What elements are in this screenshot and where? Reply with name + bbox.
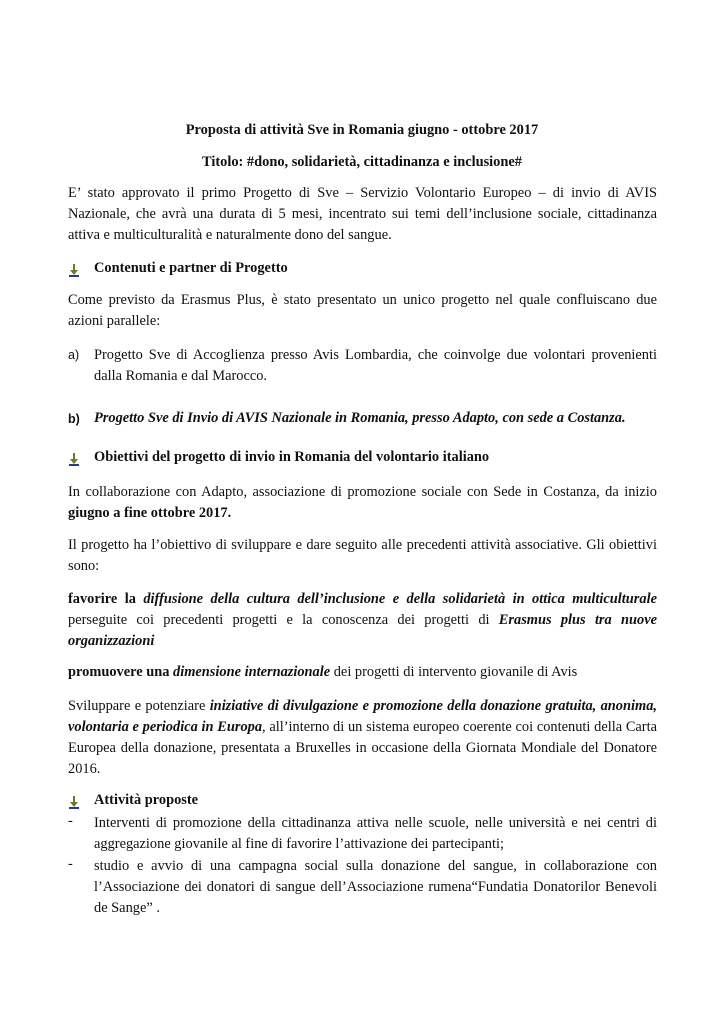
- arrow-down-bullet-icon: [68, 453, 80, 467]
- period-highlight: giugno a fine ottobre 2017.: [68, 505, 232, 521]
- arrow-down-bullet-icon: [68, 796, 80, 810]
- text-run: In collaborazione con Adapto, associazione di promozione sociale con Sede in Costanza, da inizio: [68, 484, 657, 500]
- list-marker: -: [68, 856, 73, 872]
- objective-intro-paragraph: Il progetto ha l’obiettivo di sviluppare e dare seguito alle precedenti attività associative. Gli obiettivi sono:: [68, 537, 657, 574]
- section1-paragraph: Come previsto da Erasmus Plus, è stato presentato un unico progetto nel quale confluiscano due azioni parallele:: [68, 292, 657, 329]
- objective-paragraph-2: [68, 662, 657, 683]
- section-heading-attivita: Attività proposte: [94, 792, 199, 808]
- text-run: perseguite coi precedenti progetti e la conoscenza dei progetti di: [68, 612, 499, 628]
- text-run: Erasmus plus tra nuove organizzazioni: [68, 612, 657, 649]
- objective-paragraph-3: [68, 696, 657, 780]
- text-run: favorire la: [68, 591, 144, 607]
- intro-paragraph: E’ stato approvato il primo Progetto di Sve – Servizio Volontario Europeo – di invio di AVIS Nazionale, che avrà una durata di 5 mesi, incentrato sui temi dell’inclusione sociale, cittadinanza attiva e multiculturalità e naturalmente dono del sangue.: [68, 185, 657, 243]
- section-heading-contenuti: Contenuti e partner di Progetto: [94, 260, 288, 276]
- document-title: Proposta di attività Sve in Romania giugno - ottobre 2017: [185, 122, 539, 138]
- list-marker: -: [68, 813, 73, 829]
- text-run: , all’interno di un sistema europeo coerente coi contenuti della Carta Europea della donazione, presentata a Bruxelles in occasione della Giornata Mondiale del Donatore 2016.: [68, 719, 657, 777]
- arrow-down-bullet-icon: [68, 264, 80, 278]
- text-run: Sviluppare e potenziare: [68, 698, 210, 714]
- text-run: diffusione della cultura dell’inclusione e della solidarietà in ottica multiculturale: [143, 591, 657, 607]
- list-item: studio e avvio di una campagna social sulla donazione del sangue, in collaborazione con l’Associazione dei donatori di sangue dell’Associazione rumena“Fundatia Donatorilor Benevoli de Sange” .: [94, 858, 657, 916]
- list-item: Interventi di promozione della cittadinanza attiva nelle scuole, nelle università e nei centri di aggregazione giovanile al fine di favorire l’attivazione dei partecipanti;: [94, 815, 657, 852]
- collaboration-paragraph: [68, 482, 657, 524]
- text-run: dei progetti di intervento giovanile di Avis: [330, 664, 578, 680]
- section-heading-obiettivi: Obiettivi del progetto di invio in Romania del volontario italiano: [94, 449, 490, 465]
- text-run: promuovere una: [68, 664, 174, 680]
- list-item: Progetto Sve di Invio di AVIS Nazionale in Romania, presso Adapto, con sede a Costanza.: [94, 410, 626, 426]
- document-subtitle: Titolo: #dono, solidarietà, cittadinanza e inclusione#: [202, 154, 522, 170]
- text-run: iniziative di divulgazione e promozione della donazione gratuita, anonima, volontaria e periodica in Europa: [68, 698, 657, 735]
- list-marker: a): [68, 348, 80, 362]
- text-run: dimensione internazionale: [173, 664, 331, 680]
- objective-paragraph-1: [68, 589, 657, 652]
- list-item: Progetto Sve di Accoglienza presso Avis Lombardia, che coinvolge due volontari provenienti dalla Romania e dal Marocco.: [94, 347, 657, 384]
- list-marker: b): [68, 412, 80, 426]
